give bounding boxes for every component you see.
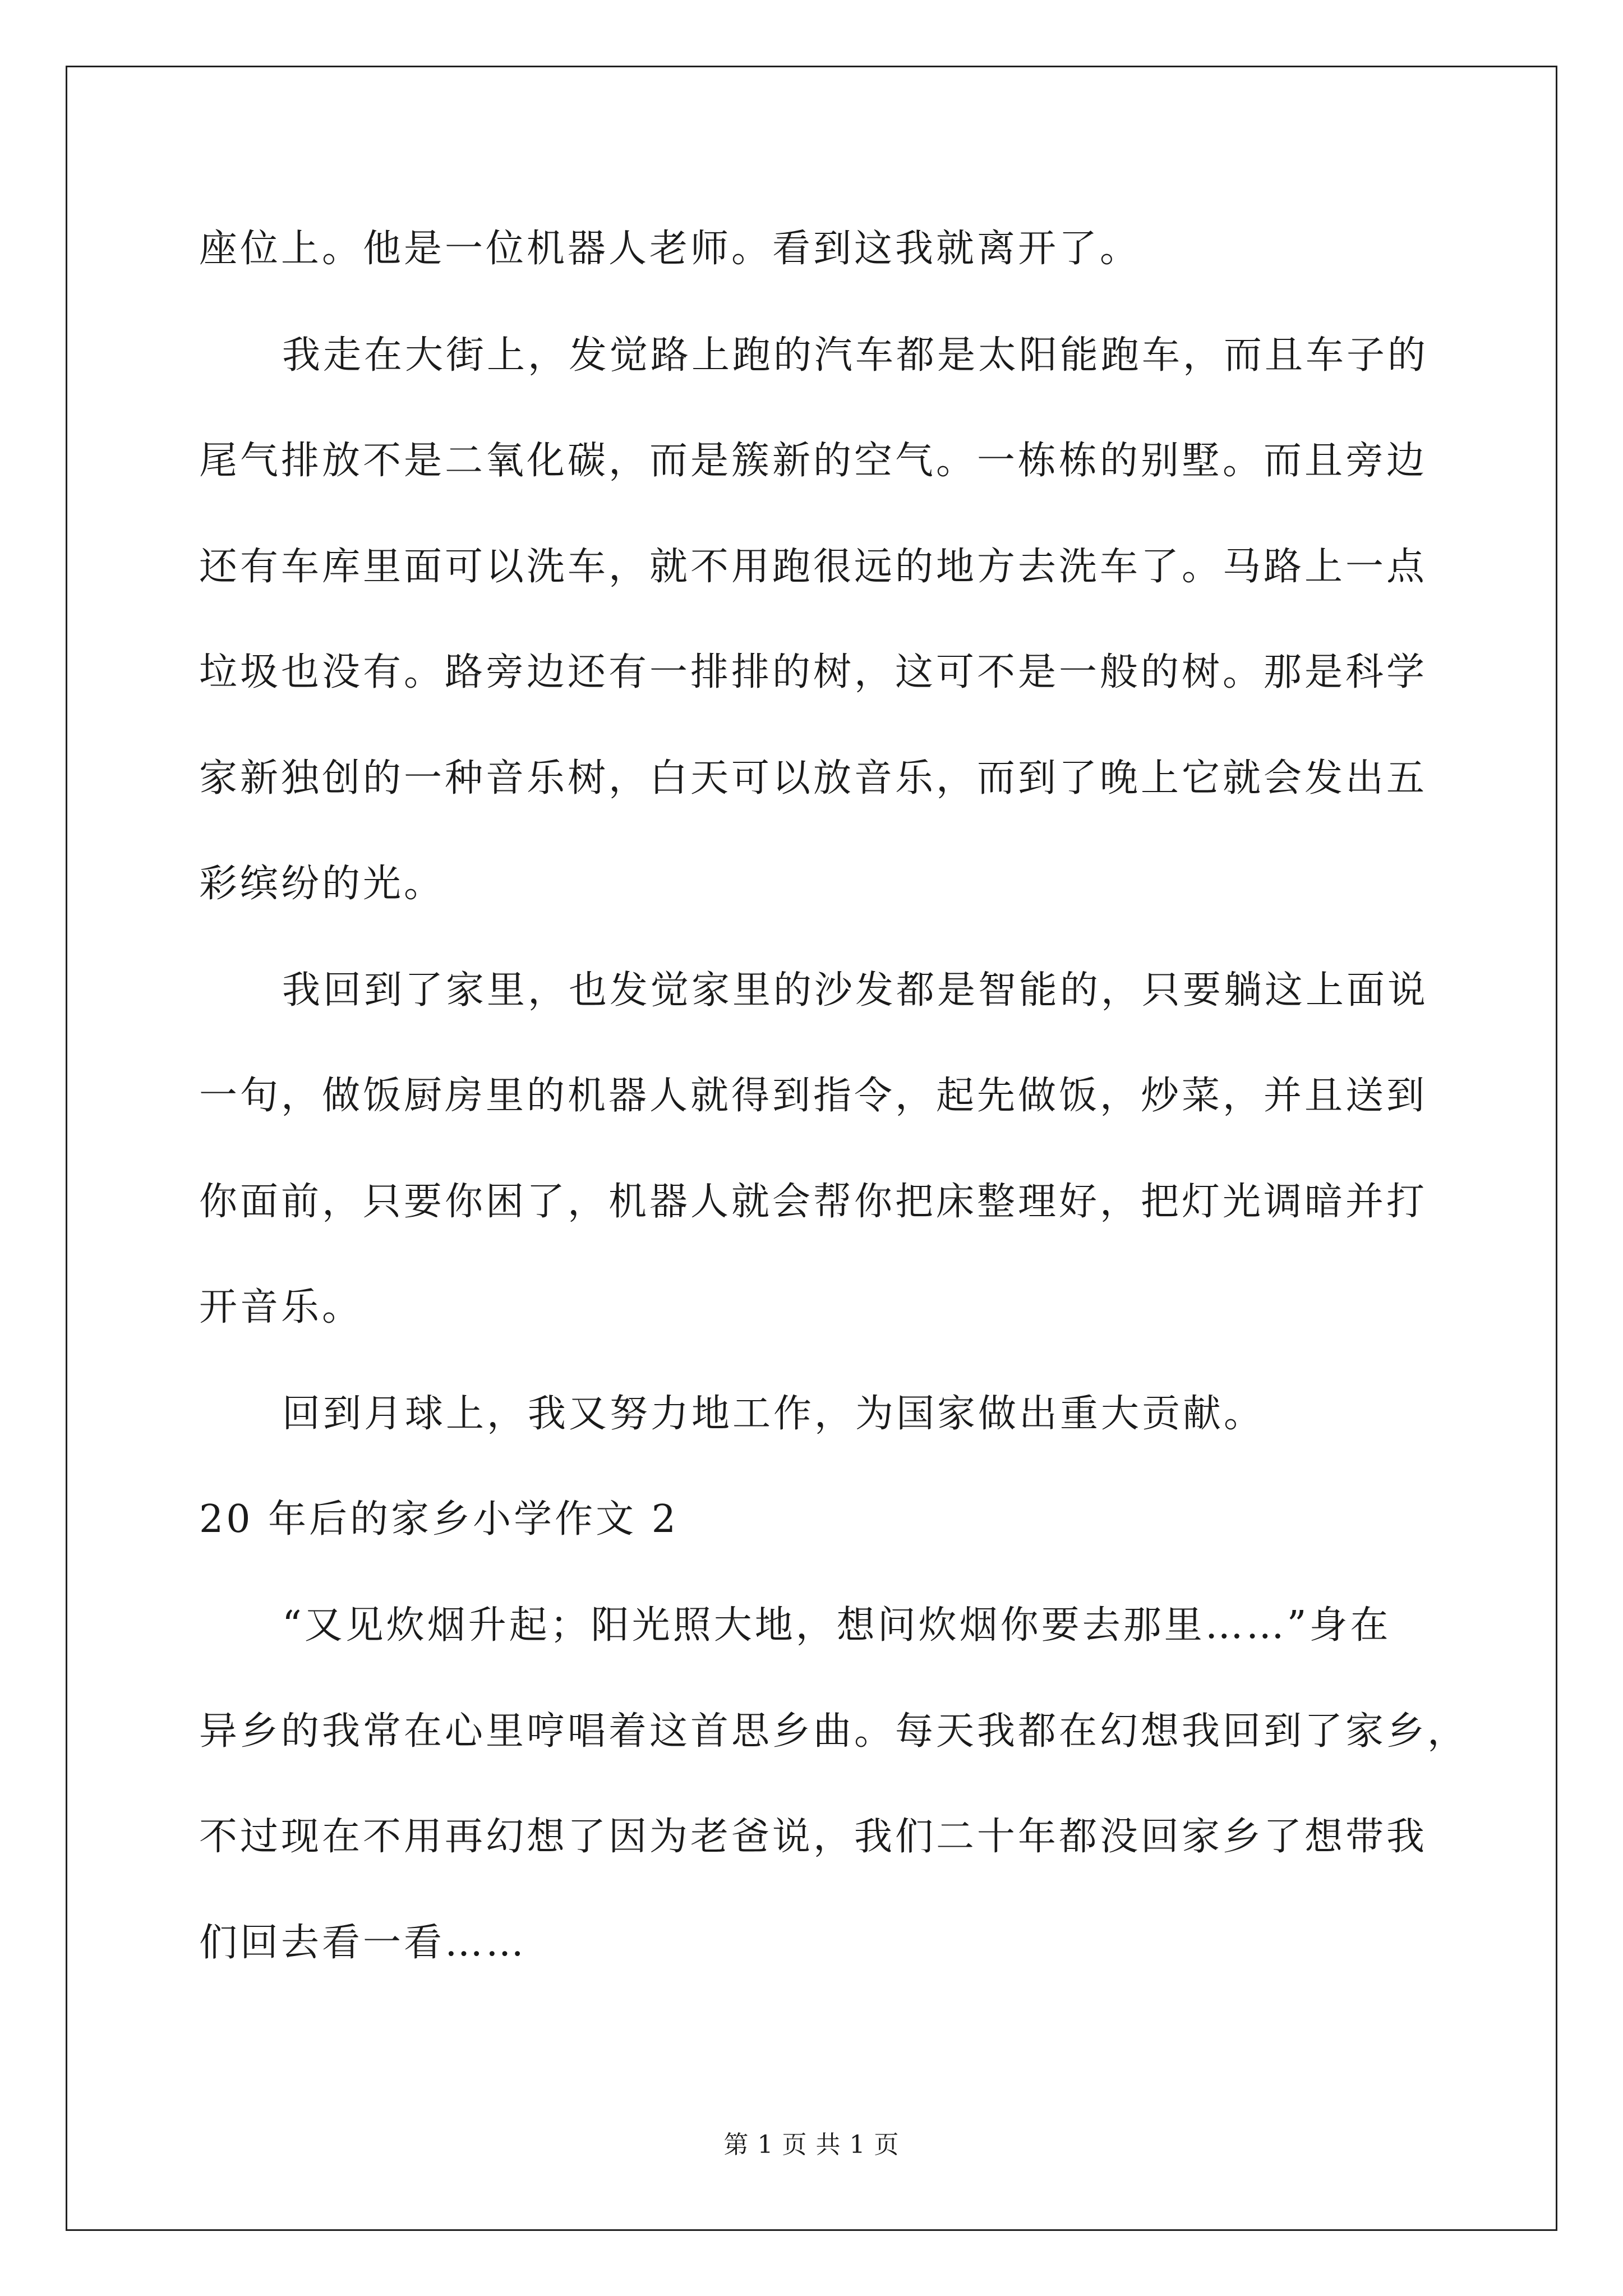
text-line: 们回去看一看……	[199, 1921, 527, 1965]
page-footer	[0, 2124, 1623, 2160]
text-line: 我回到了家里，也发觉家里的沙发都是智能的，只要躺这上面说	[282, 968, 1429, 1013]
text-line: 彩缤纷的光。	[199, 862, 445, 906]
text-line: 不过现在不用再幻想了因为老爸说，我们二十年都没回家乡了想带我	[199, 1815, 1428, 1859]
text-line: 开音乐。	[199, 1285, 363, 1329]
text-line: 我走在大街上，发觉路上跑的汽车都是太阳能跑车，而且车子的	[282, 333, 1429, 378]
text-line: 家新独创的一种音乐树，白天可以放音乐，而到了晚上它就会发出五	[199, 756, 1428, 800]
text-line: 异乡的我常在心里哼唱着这首思乡曲。每天我都在幻想我回到了家乡，	[199, 1709, 1469, 1754]
text-line: 垃圾也没有。路旁边还有一排排的树，这可不是一般的树。那是科学	[199, 650, 1428, 694]
page-border	[66, 66, 1557, 2231]
text-line: 你面前，只要你困了，机器人就会帮你把床整理好，把灯光调暗并打	[199, 1180, 1428, 1224]
text-line: 座位上。他是一位机器人老师。看到这我就离开了。	[199, 227, 1141, 271]
text-line: “又见炊烟升起；阳光照大地，想问炊烟你要去那里……”身在	[282, 1603, 1391, 1648]
text-line: 回到月球上，我又努力地工作，为国家做出重大贡献。	[282, 1392, 1265, 1436]
text-line: 一句，做饭厨房里的机器人就得到指令，起先做饭，炒菜，并且送到	[199, 1074, 1428, 1118]
text-line: 尾气排放不是二氧化碳，而是簇新的空气。一栋栋的别墅。而且旁边	[199, 439, 1428, 483]
page-number: 第 1 页 共 1 页	[723, 2131, 900, 2159]
section-heading: 20 年后的家乡小学作文 2	[199, 1497, 679, 1542]
text-line: 还有车库里面可以洗车，就不用跑很远的地方去洗车了。马路上一点	[199, 545, 1428, 589]
